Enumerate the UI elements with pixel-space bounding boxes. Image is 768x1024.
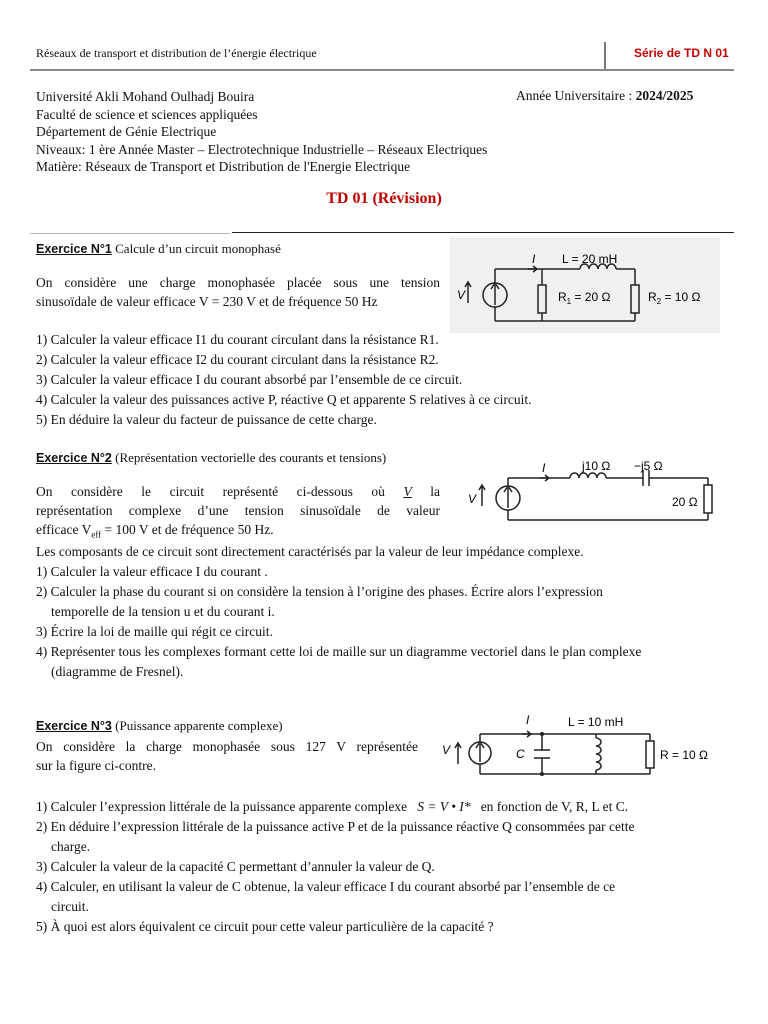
ex1-intro-line2: sinusoïdale de valeur efficace V = 230 V et de fréquence 50 Hz: [36, 294, 378, 309]
level-suffix: Réseaux Electriques: [377, 141, 488, 157]
ex3-intro-line2: sur la figure ci-contre.: [36, 758, 156, 773]
ex2-intro-3a: efficace V: [36, 522, 92, 537]
ex1-q4: 4) Calculer la valeur des puissances active P, réactive Q et apparente S relatives à ce circuit.: [36, 392, 532, 407]
ex2-intro-v: V: [403, 484, 412, 499]
ex3-intro: [36, 737, 418, 775]
ex1-questions: [36, 330, 532, 430]
ex2-label: Exercice N°2: [36, 451, 112, 465]
subject: Matière: Réseaux de Transport et Distribution de l'Energie Electrique: [36, 159, 411, 174]
year-label: Année Universitaire :: [516, 88, 636, 103]
ex1-r1-sub: 1: [566, 297, 572, 306]
ex1-q1: 1) Calculer la valeur efficace I1 du courant circulant dans la résistance R1.: [36, 332, 439, 347]
ex2-heading: [36, 450, 386, 466]
ex3-label-V: V: [442, 743, 451, 757]
ex2-label-ZL: j10 Ω: [582, 459, 611, 473]
ex3-q3: 3) Calculer la valeur de la capacité C permettant d’annuler la valeur de Q.: [36, 859, 435, 874]
ex3-q4: 4) Calculer, en utilisant la valeur de C obtenue, la valeur efficace I du courant absorbé par l’ensemble de ce: [36, 879, 616, 894]
ex1-r2-symbol: R: [648, 290, 657, 304]
ex3-node-bottom: [540, 772, 544, 776]
ex1-circuit-diagram: [450, 237, 720, 333]
level-prefix: Niveaux: 1 ère Année Master – Electrotechnique Industrielle –: [36, 141, 378, 157]
ex1-intro-line1: On considère une charge monophasée placée sous une tension: [36, 275, 440, 290]
header-course-title: Réseaux de transport et distribution de l’énergie électrique: [36, 46, 317, 60]
ex1-q5: 5) En déduire la valeur du facteur de puissance de cette charge.: [36, 412, 377, 427]
ex1-r2-sub: 2: [656, 297, 662, 306]
ex3-label: Exercice N°3: [36, 719, 112, 733]
header-series-label: Série de TD N 01: [634, 46, 729, 60]
ex2-intro-3b: = 100 V et de fréquence 50 Hz.: [101, 522, 274, 537]
ex3-q5: 5) À quoi est alors équivalent ce circuit pour cette valeur particulière de la capacité ?: [36, 919, 494, 934]
ex2-intro-line3: [36, 520, 440, 545]
ex3-circuit-diagram: [430, 708, 722, 780]
ex3-intro-line1: On considère la charge monophasée sous 127 V représentée: [36, 739, 418, 754]
ex3-q1: [36, 797, 628, 817]
ex2-questions: [36, 562, 641, 682]
ex3-node-top: [540, 732, 544, 736]
ex1-heading: [36, 241, 281, 257]
ex1-label-L: L = 20 mH: [562, 252, 618, 266]
title-rule-left: [30, 233, 230, 234]
ex2-q2-cont: temporelle de la tension u et du courant i.: [51, 604, 275, 619]
ex3-label-C: C: [516, 747, 525, 761]
ex1-subtitle: Calcule d’un circuit monophasé: [111, 241, 281, 256]
ex1-r1-symbol: R: [558, 290, 567, 304]
level: [36, 141, 487, 159]
ex1-label-V: V: [457, 288, 466, 302]
ex1-r2-val: = 10 Ω: [661, 290, 701, 304]
ex1-label-I: I: [532, 252, 536, 266]
ex1-label-R1: [558, 290, 610, 306]
ex2-intro: [36, 482, 440, 545]
ex2-intro-1a: On considère le circuit représenté ci-dessous où: [36, 484, 385, 499]
ex1-q3: 3) Calculer la valeur efficace I du courant absorbé par l’ensemble de ce circuit.: [36, 372, 463, 387]
year-value: 2024/2025: [635, 88, 694, 103]
header-rule: [30, 69, 734, 71]
ex3-q1-tail: en fonction de V, R, L et C.: [480, 799, 629, 814]
ex2-q2: 2) Calculer la phase du courant si on considère la tension à l’origine des phases. Écrire alors l’expression: [36, 584, 603, 599]
ex2-label-ZC: −j5 Ω: [634, 459, 663, 473]
ex3-subtitle: (Puissance apparente complexe): [111, 718, 283, 733]
header-divider: [604, 42, 606, 70]
ex1-q2: 2) Calculer la valeur efficace I2 du courant circulant dans la résistance R2.: [36, 352, 439, 367]
ex1-intro: [36, 273, 440, 311]
ex3-q4-cont: circuit.: [51, 899, 89, 914]
academic-year: [516, 88, 693, 104]
info-block: [36, 88, 487, 176]
ex2-intro-1b: la: [430, 484, 441, 499]
ex2-subtitle: (Représentation vectorielle des courants et tensions): [111, 450, 387, 465]
university: Université Akli Mohand Oulhadj Bouira: [36, 89, 255, 104]
ex1-label-R2: [648, 290, 700, 306]
title-rule: [232, 232, 734, 233]
ex3-q1-text: 1) Calculer l’expression littérale de la puissance apparente complexe: [36, 799, 408, 814]
ex2-intro-line1: [36, 482, 440, 501]
ex2-intro-3sub: eff: [91, 529, 102, 540]
ex3-heading: [36, 718, 283, 734]
ex1-r1-val: = 20 Ω: [571, 290, 611, 304]
ex2-intro-line4: Les composants de ce circuit sont directement caractérisés par la valeur de leur impédance complexe.: [36, 544, 584, 559]
faculty: Faculté de science et sciences appliquées: [36, 106, 258, 122]
ex3-label-L: L = 10 mH: [568, 715, 624, 729]
ex2-q1: 1) Calculer la valeur efficace I du courant .: [36, 564, 268, 579]
ex3-label-I: I: [526, 713, 530, 727]
department: Département de Génie Electrique: [36, 124, 217, 139]
ex3-questions: [36, 817, 635, 937]
ex2-circuit-diagram: [450, 450, 722, 530]
ex2-q3: 3) Écrire la loi de maille qui régit ce circuit.: [36, 624, 273, 639]
ex2-label-V: V: [468, 492, 477, 506]
ex3-q1-line: [36, 797, 628, 817]
ex3-label-R: R = 10 Ω: [660, 748, 708, 762]
ex3-q2-cont: charge.: [51, 839, 91, 854]
ex2-intro-line2: représentation complexe d’une tension sinusoïdale de valeur: [36, 503, 440, 518]
ex2-q4-cont: (diagramme de Fresnel).: [51, 664, 184, 679]
ex2-label-I: I: [542, 461, 546, 475]
ex2-q4: 4) Représenter tous les complexes formant cette loi de maille sur un diagramme vectoriel dans le plan complexe: [36, 644, 642, 659]
ex3-q1-formula: S = V • I*: [417, 799, 471, 814]
ex3-q2: 2) En déduire l’expression littérale de la puissance active P et de la puissance réactive Q consommées par cette: [36, 819, 635, 834]
ex2-label-R: 20 Ω: [672, 495, 698, 509]
page-title: TD 01 (Révision): [326, 190, 442, 207]
ex1-label: Exercice N°1: [36, 242, 112, 256]
